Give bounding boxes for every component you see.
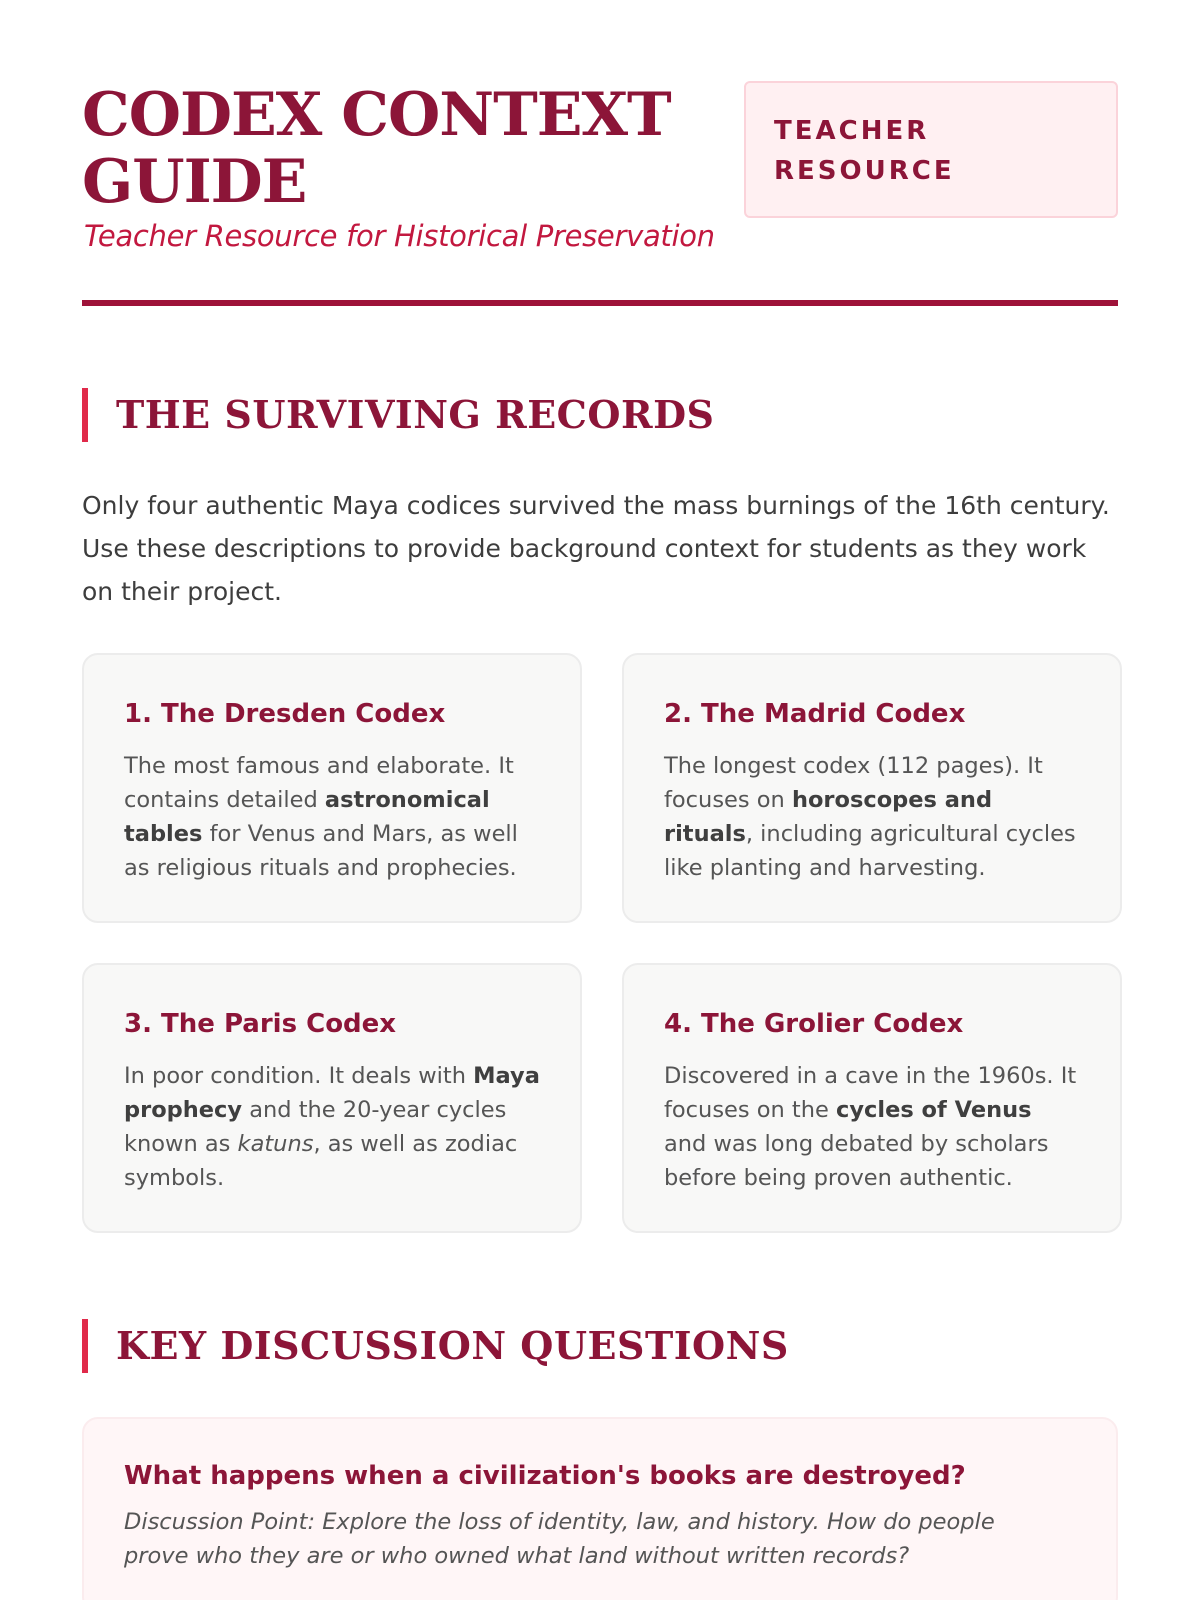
codex-card-body [664, 1059, 1080, 1195]
page-title: CODEX CONTEXT GUIDE [82, 80, 671, 217]
page-header [82, 0, 1118, 306]
header-divider [82, 300, 1118, 306]
surviving-records-section [82, 388, 1118, 1233]
codex-card [622, 963, 1122, 1233]
codex-card [82, 963, 582, 1233]
codex-card-body [124, 749, 540, 885]
question-discussion-point: Discussion Point: Explore the loss of identity, law, and history. How do people prove who they are or who owned what land without written records? [124, 1509, 995, 1569]
emphasis-bold: cycles of Venus [836, 1097, 1032, 1123]
page-subtitle: Teacher Resource for Historical Preservation [84, 219, 715, 253]
text-run: In poor condition. It deals with [124, 1063, 474, 1089]
codex-grid [82, 653, 1118, 1233]
teacher-resource-badge [744, 81, 1118, 218]
codex-card-title: 2. The Madrid Codex [664, 699, 966, 729]
codex-card [82, 653, 582, 923]
section-intro: Only four authentic Maya codices survived the mass burnings of the 16th century. Use these descriptions to provide background context for students as they work on their project. [82, 491, 1110, 606]
badge-label: TEACHER RESOURCE [774, 116, 955, 186]
question-title: What happens when a civilization's books are destroyed? [124, 1461, 966, 1491]
section-heading: KEY DISCUSSION QUESTIONS [82, 1319, 1118, 1373]
text-run: , including agricultural cycles like planting and harvesting. [664, 821, 1076, 881]
text-run: The longest codex (112 pages). It focuses on [664, 753, 1043, 813]
text-run: and was long debated by scholars before being proven authentic. [664, 1131, 1049, 1191]
emphasis-bold: astronomical tables [124, 787, 490, 847]
text-run: , as well as zodiac symbols. [124, 1131, 518, 1191]
text-run: Discovered in a cave in the 1960s. It focuses on the [664, 1063, 1077, 1123]
text-run: for Venus and Mars, as well as religious rituals and prophecies. [124, 821, 518, 881]
codex-card-title: 1. The Dresden Codex [124, 699, 446, 729]
codex-card-body [664, 749, 1080, 885]
codex-card [622, 653, 1122, 923]
codex-card-body [124, 1059, 540, 1195]
emphasis-italic: katuns [237, 1131, 314, 1157]
emphasis-bold: horoscopes and rituals [664, 787, 993, 847]
codex-card-title: 3. The Paris Codex [124, 1009, 397, 1039]
text-run: The most famous and elaborate. It contains detailed [124, 753, 514, 813]
codex-card-title: 4. The Grolier Codex [664, 1009, 964, 1039]
question-card [82, 1417, 1118, 1600]
text-run: and the 20-year cycles known as [124, 1097, 507, 1157]
section-heading: THE SURVIVING RECORDS [82, 388, 1118, 442]
discussion-questions-section [82, 1319, 1118, 1600]
emphasis-bold: Maya prophecy [124, 1063, 540, 1123]
